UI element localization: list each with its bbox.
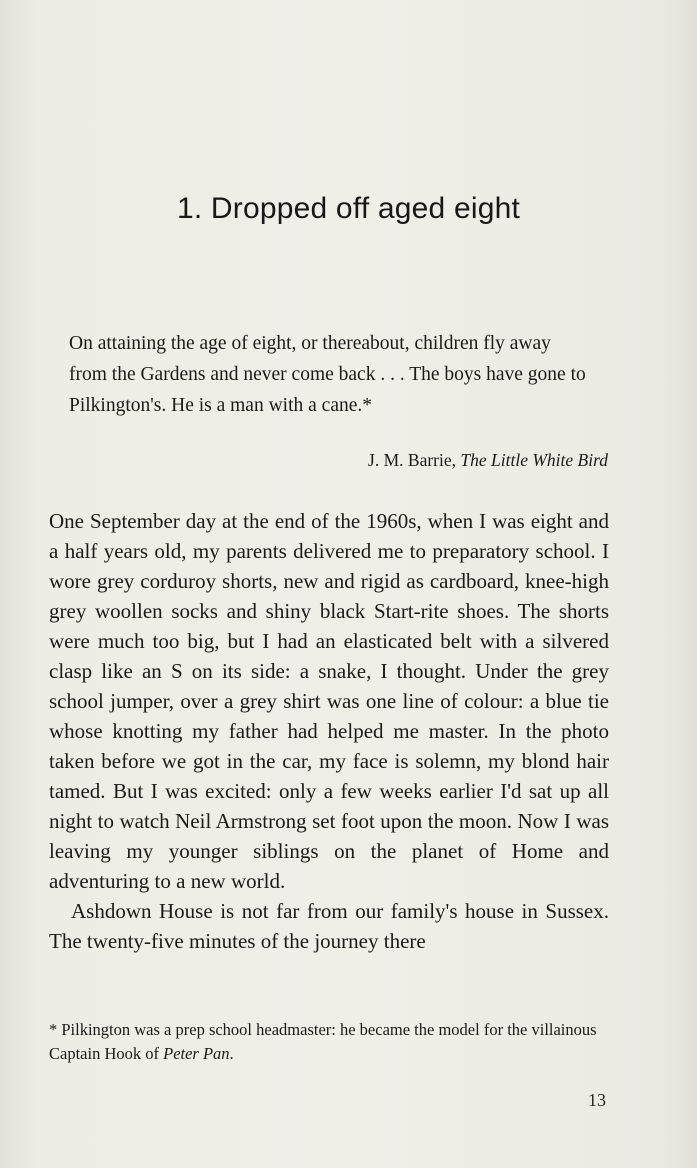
chapter-title: 1. Dropped off aged eight	[176, 192, 521, 226]
epigraph-author: J. M. Barrie,	[368, 450, 461, 470]
epigraph-work-title: The Little White Bird	[460, 450, 608, 470]
epigraph-quote: On attaining the age of eight, or thereabout, children fly away from the Gardens and never come back . . . The boys have gone to Pilkington's. He is a man with a cane.*	[69, 333, 586, 416]
footnote-text: * Pilkington was a prep school headmaster: he became the model for the villainous Captain Hook of	[49, 1020, 597, 1063]
body-paragraph: One September day at the end of the 1960s, when I was eight and a half years old, my parents delivered me to preparatory school. I wore grey corduroy shorts, new and rigid as cardboard, knee-high grey woollen socks and shiny black Start-rite shoes. The shorts were much too big, but I had an elasticated belt with a silvered clasp like an S on its side: a snake, I thought. Under the grey school jumper, over a grey shirt was one line of colour: a blue tie whose knotting my father had helped me master. In the photo taken before we got in the car, my face is solemn, my blond hair tamed. But I was excited: only a few weeks earlier I'd sat up all night to watch Neil Armstrong set foot upon the moon. Now I was leaving my younger siblings on the planet of Home and adventuring to a new world.	[49, 509, 609, 893]
body-paragraph: Ashdown House is not far from our family's house in Sussex. The twenty-five minutes of the journey there	[49, 899, 609, 953]
body-text	[49, 506, 609, 956]
epigraph	[69, 328, 589, 421]
footnote	[49, 1018, 614, 1066]
page-number: 13	[588, 1090, 606, 1110]
footnote-end: .	[229, 1044, 234, 1063]
epigraph-attribution	[300, 450, 608, 471]
footnote-work-title: Peter Pan	[163, 1044, 230, 1063]
